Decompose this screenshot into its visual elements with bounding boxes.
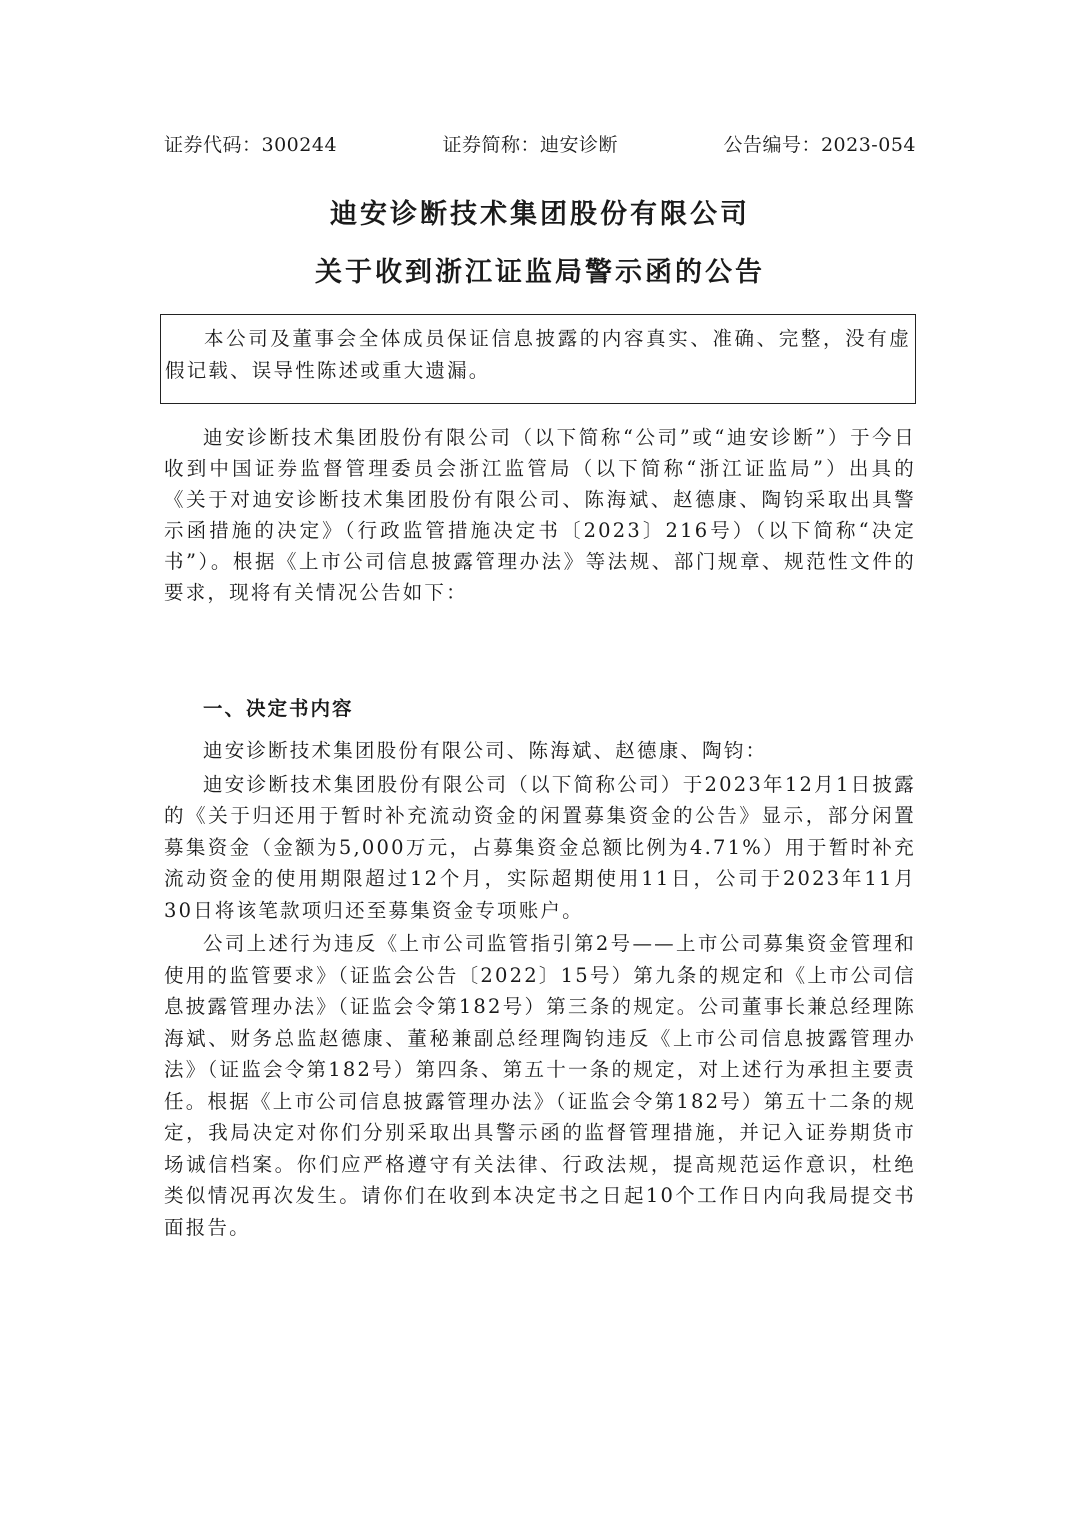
decision-paragraph-2: 公司上述行为违反《上市公司监管指引第2号——上市公司募集资金管理和使用的监管要求》（证监会公告〔2022〕15号）第九条的规定和《上市公司信息披露管理办法》（证监会令第182号）第三条的规定。公司董事长兼总经理陈海斌、财务总监赵德康、董秘兼副总经理陶钧违反《上市公司信息披露管理办法》（证监会令第182号）第四条、第五十一条的规定，对上述行为承担主要责任。根据《上市公司信息披露管理办法》（证监会令第182号）第五十二条的规定，我局决定对你们分别采取出具警示函的监督管理措施，并记入证券期货市场诚信档案。你们应严格遵守有关法律、行政法规，提高规范运作意识，杜绝类似情况再次发生。请你们在收到本决定书之日起10个工作日内向我局提交书面报告。 xyxy=(164,932,916,1239)
section-heading: 一、决定书内容 xyxy=(203,697,354,720)
document-title-line-2: 关于收到浙江证监局警示函的公告 xyxy=(315,257,765,288)
document-title-line-1: 迪安诊断技术集团股份有限公司 xyxy=(330,199,750,230)
disclaimer-text: 本公司及董事会全体成员保证信息披露的内容真实、准确、完整，没有虚假记载、误导性陈述或重大遗漏。 xyxy=(165,327,911,382)
section-1 xyxy=(164,693,916,721)
disclaimer-box xyxy=(160,314,916,404)
addressees-line: 迪安诊断技术集团股份有限公司、陈海斌、赵德康、陶钧： xyxy=(203,739,768,762)
decision-paragraph-1: 迪安诊断技术集团股份有限公司（以下简称公司）于2023年12月1日披露的《关于归还用于暂时补充流动资金的闲置募集资金的公告》显示，部分闲置募集资金（金额为5,000万元，占募集资金总额比例为4.71%）用于暂时补充流动资金的使用期限超过12个月，实际超期使用11日，公司于2023年11月30日将该笔款项归还至募集资金专项账户。 xyxy=(164,772,916,922)
intro-section xyxy=(164,422,916,608)
section-1-body xyxy=(164,735,916,1243)
stock-code: 证券代码：300244 xyxy=(164,134,338,156)
announcement-number: 公告编号：2023-054 xyxy=(723,134,916,156)
header-meta-row xyxy=(164,130,916,157)
intro-paragraph: 迪安诊断技术集团股份有限公司（以下简称“公司”或“迪安诊断”）于今日收到中国证券监督管理委员会浙江监管局（以下简称“浙江证监局”）出具的《关于对迪安诊断技术集团股份有限公司、陈海斌、赵德康、陶钧采取出具警示函措施的决定》（行政监管措施决定书〔2023〕216号）（以下简称“决定书”）。根据《上市公司信息披露管理办法》等法规、部门规章、规范性文件的要求，现将有关情况公告如下： xyxy=(164,426,916,604)
stock-name: 证券简称：迪安诊断 xyxy=(442,134,618,156)
